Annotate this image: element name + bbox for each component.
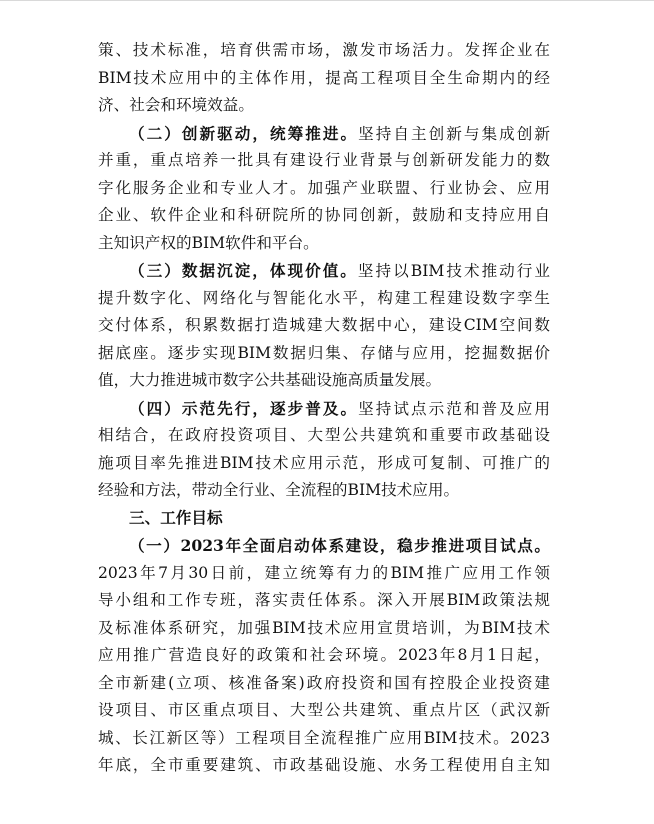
text-line: 主知识产权的BIM软件和平台。 [98,233,319,252]
text-line: 交付体系，积累数据打造城建大数据中心，建设CIM空间数 [98,316,550,334]
top-divider [0,0,654,1]
principle-first-line [98,395,550,423]
text-line: 经验和方法，带动全行业、全流程的BIM技术应用。 [98,481,460,499]
text-line: 值，大力推进城市数字公共基础设施高质量发展。 [98,371,442,389]
text-line: 提升数字化、网络化与智能化水平，构建工程建设数字孪生 [98,288,550,307]
paragraph-principle-3 [98,257,550,395]
text-line: 施项目率先推进BIM技术应用示范，形成可复制、可推广的 [98,453,550,472]
principle-title: （四）示范先行，逐步普及。 [129,398,359,418]
principle-first-line [98,120,550,148]
text-line: 设项目、市区重点项目、大型公共建筑、重点片区（武汉新 [98,701,550,719]
text-line: 并重，重点培养一批具有建设行业背景与创新研发能力的数 [98,151,550,169]
text-line: 全市新建(立项、核准备案)政府投资和国有控股企业投资建 [98,673,550,692]
paragraph-goal-2023 [98,532,550,780]
document-body [98,37,550,780]
paragraph-intro [98,37,550,120]
goal-title: （一）2023年全面启动体系建设，稳步推进项目试点。 [129,536,550,555]
paragraph-principle-2 [98,120,550,258]
text-line: 2023年7月30日前，建立统筹有力的BIM推广应用工作领 [98,563,550,582]
principle-text: 坚持自主创新与集成创新 [358,124,550,143]
text-line: 年底，全市重要建筑、市政基础设施、水务工程使用自主知 [98,756,550,774]
section-heading: 三、工作目标 [129,508,223,527]
principle-title: （二）创新驱动，统筹推进。 [129,123,359,143]
text-line: 城、长江新区等）工程项目全流程推广应用BIM技术。2023 [98,728,550,747]
text-line: 相结合，在政府投资项目、大型公共建筑和重要市政基础设 [98,426,550,444]
text-line: 企业、软件企业和科研院所的协同创新，鼓励和支持应用自 [98,206,550,224]
text-line: 导小组和工作专班，落实责任体系。深入开展BIM政策法规 [98,591,550,609]
principle-first-line [98,257,550,285]
principle-text: 坚持试点示范和普及应用 [358,399,550,418]
principle-text: 坚持以BIM技术推动行业 [357,262,550,280]
text-line: 策、技术标准，培育供需市场，激发市场活力。发挥企业在 [98,41,550,59]
text-line: 及标准体系研究，加强BIM技术应用宣贯培训，为BIM技术 [98,618,550,637]
principle-title: （三）数据沉淀，体现价值。 [129,261,358,280]
paragraph-principle-4 [98,395,550,505]
text-line: 应用推广营造良好的政策和社会环境。2023年8月1日起， [98,646,550,664]
text-line: 济、社会和环境效益。 [98,96,254,114]
text-line: 据底座。逐步实现BIM数据归集、存储与应用，挖掘数据价 [98,343,550,362]
text-line: BIM技术应用中的主体作用，提高工程项目全生命期内的经 [98,68,550,87]
text-line: 字化服务企业和专业人才。加强产业联盟、行业协会、应用 [98,178,550,197]
